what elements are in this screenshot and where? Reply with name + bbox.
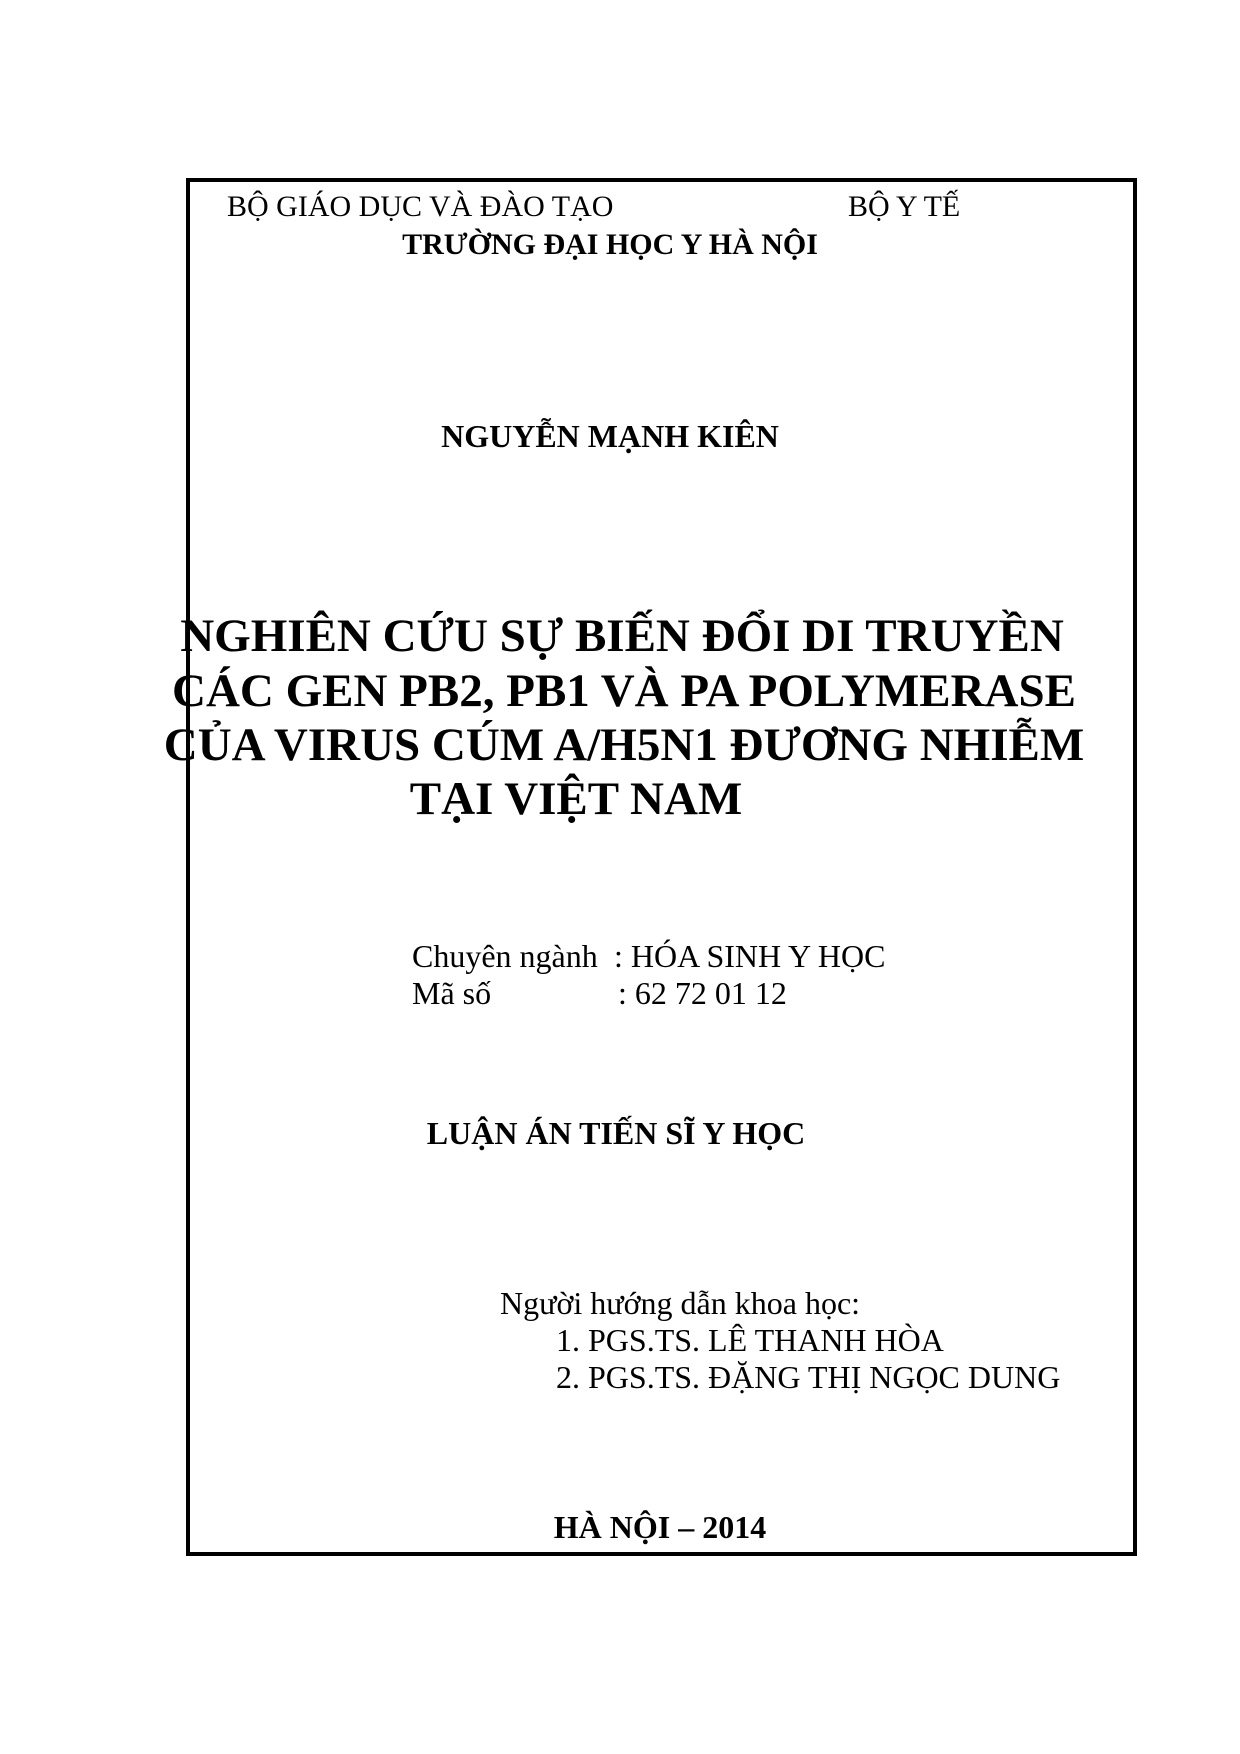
thesis-title-line-2: CÁC GEN PB2, PB1 VÀ PA POLYMERASE xyxy=(172,665,1076,717)
place-and-year: HÀ NỘI – 2014 xyxy=(553,1509,767,1545)
thesis-title-line-4: TẠI VIỆT NAM xyxy=(409,773,743,825)
code-value: : 62 72 01 12 xyxy=(618,975,787,1011)
thesis-title-line-3: CỦA VIRUS CÚM A/H5N1 ĐƯƠNG NHIỄM xyxy=(163,719,1085,771)
supervisor-2: 2. PGS.TS. ĐẶNG THỊ NGỌC DUNG xyxy=(556,1359,1061,1395)
degree-title: LUẬN ÁN TIẾN SĨ Y HỌC xyxy=(426,1115,806,1151)
ministry-of-health: BỘ Y TẾ xyxy=(848,190,961,223)
university-name: TRƯỜNG ĐẠI HỌC Y HÀ NỘI xyxy=(402,228,818,261)
thesis-title-line-1: NGHIÊN CỨU SỰ BIẾN ĐỔI DI TRUYỀN xyxy=(180,610,1064,662)
code-label: Mã số xyxy=(412,975,492,1011)
author-name: NGUYỄN MẠNH KIÊN xyxy=(441,418,779,454)
specialty-value: : HÓA SINH Y HỌC xyxy=(614,938,886,974)
supervisors-heading: Người hướng dẫn khoa học: xyxy=(500,1285,861,1321)
specialty-label: Chuyên ngành xyxy=(412,938,598,974)
supervisor-1: 1. PGS.TS. LÊ THANH HÒA xyxy=(556,1322,944,1358)
ministry-of-education: BỘ GIÁO DỤC VÀ ĐÀO TẠO xyxy=(227,190,614,223)
